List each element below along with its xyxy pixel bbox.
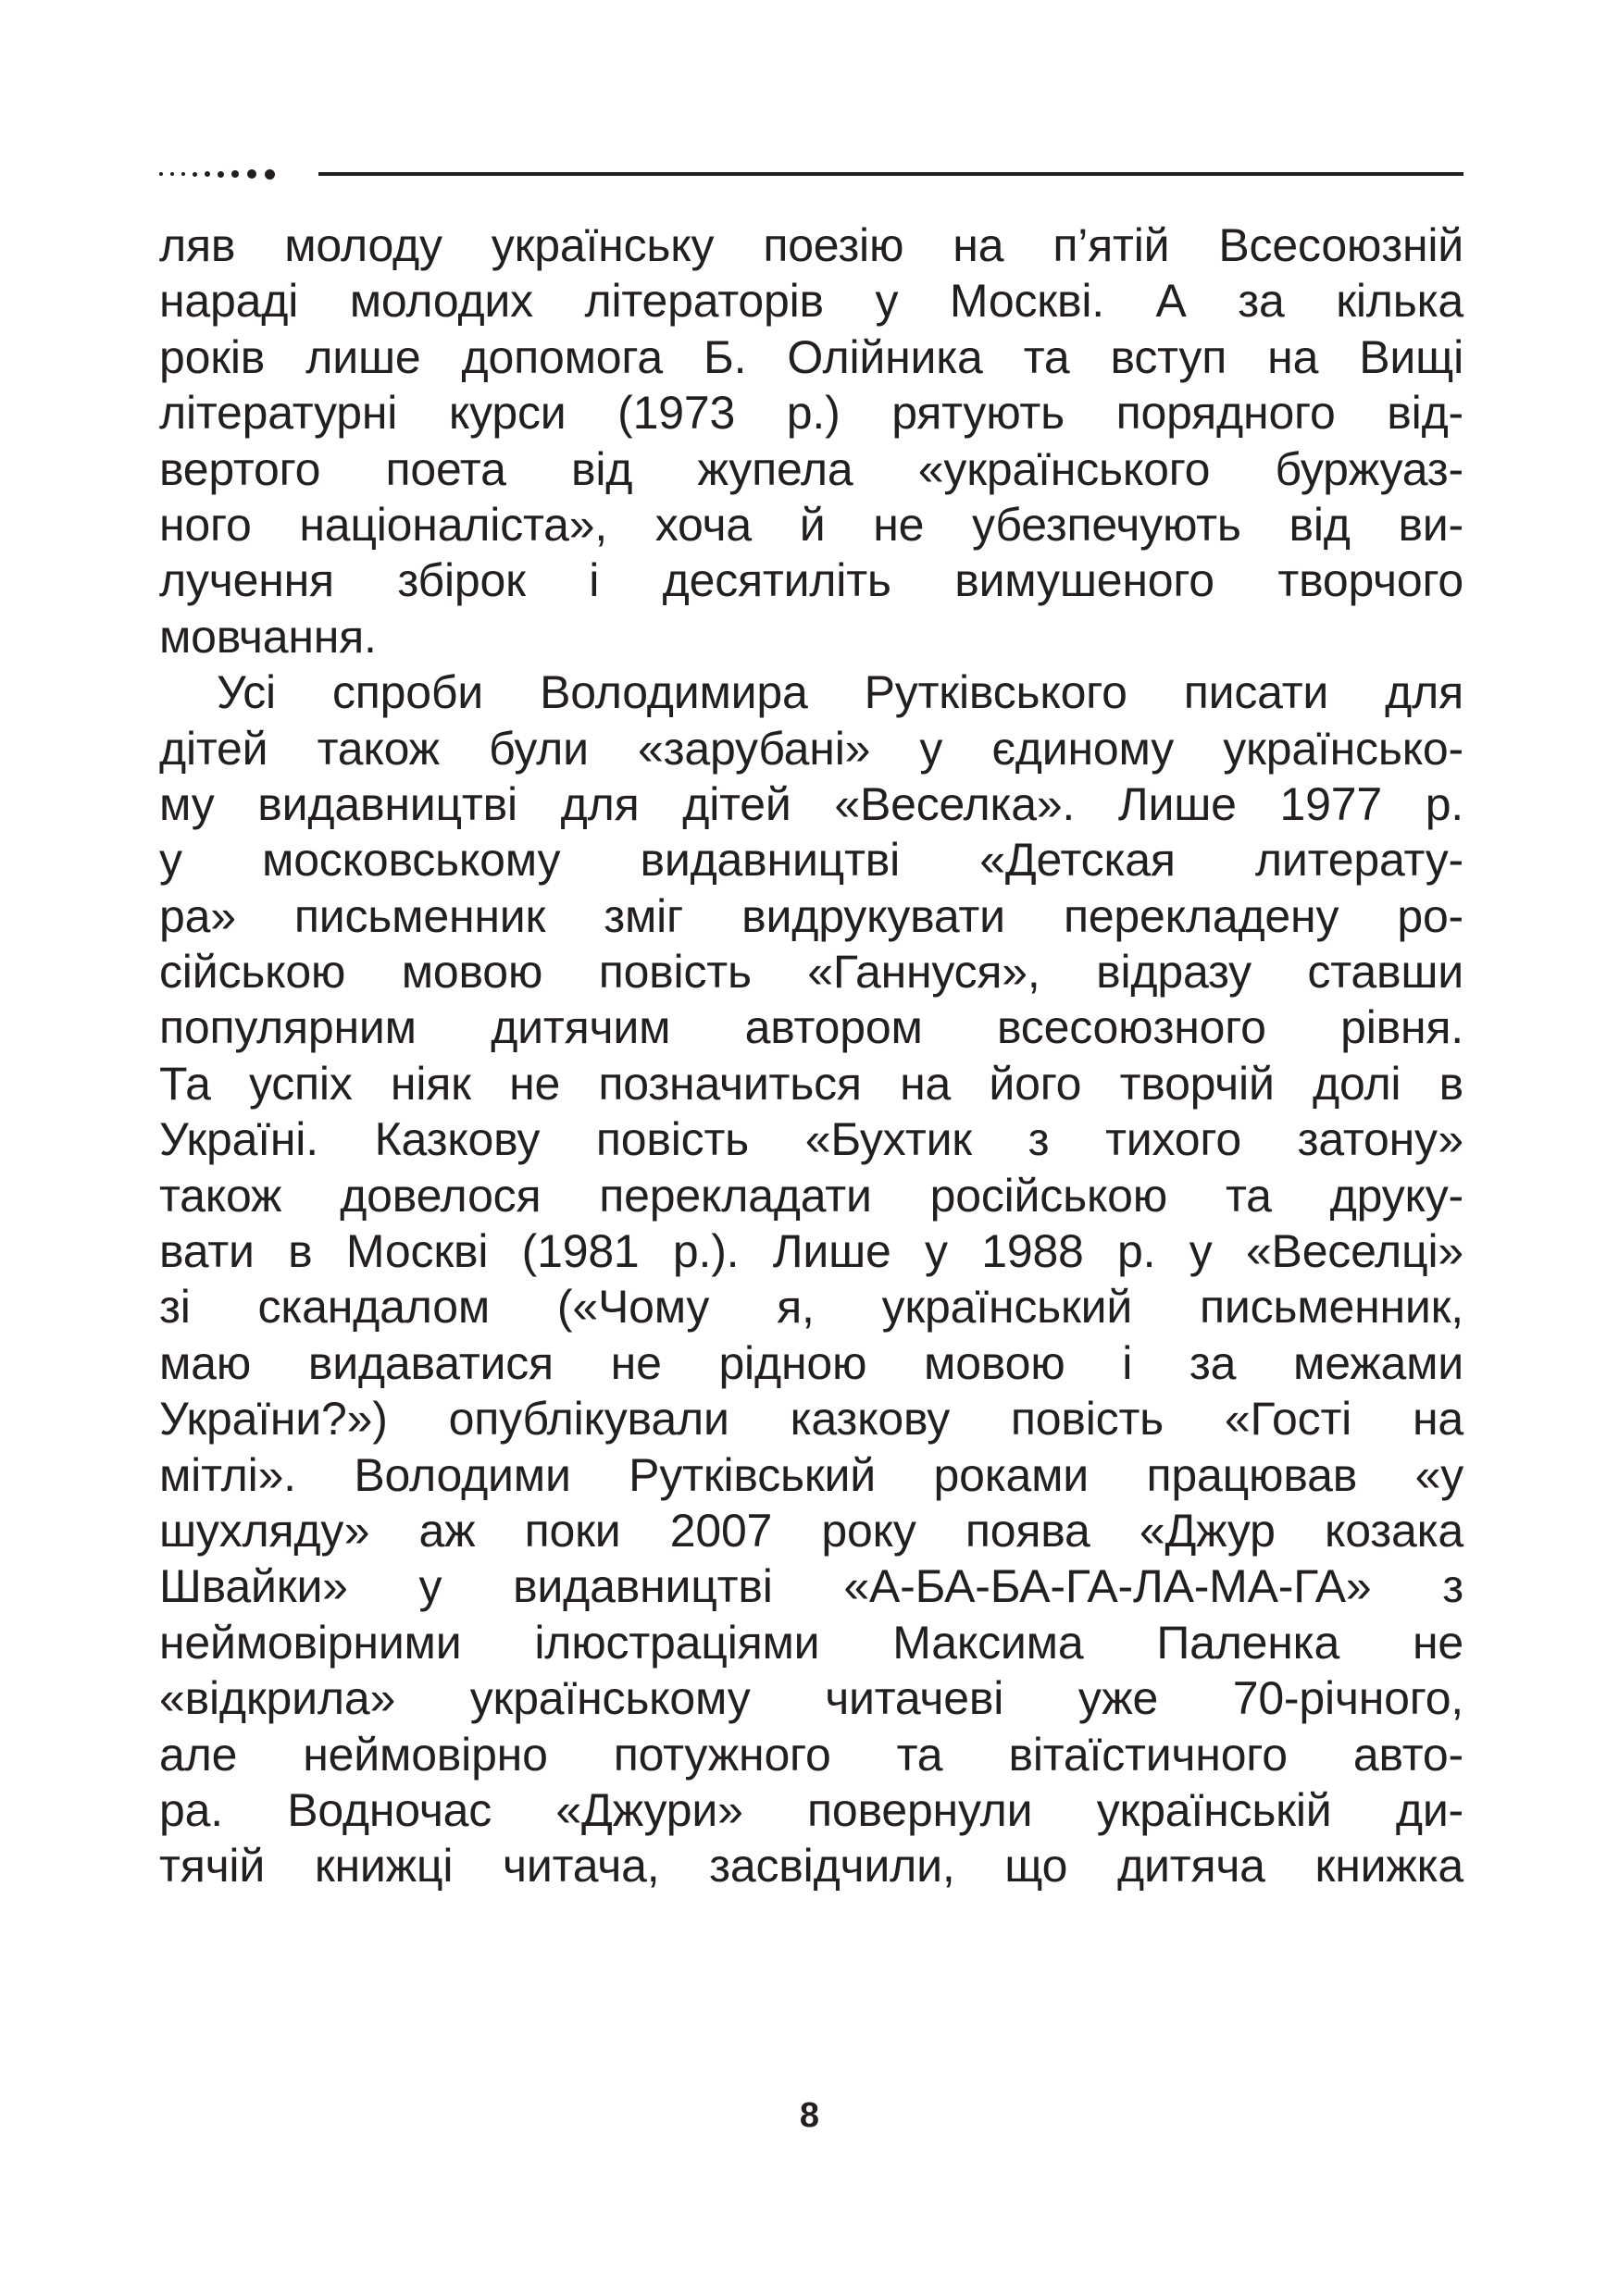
text-line: Та успіх ніяк не позначиться на його творчій долі в — [159, 1057, 1463, 1110]
text-line: ра. Водночас «Джури» повернули українській ди- — [159, 1783, 1463, 1836]
text-line: вати в Москві (1981 р.). Лише у 1988 р. у «Веселці» — [159, 1225, 1463, 1278]
dot — [247, 169, 256, 179]
text-line: України?») опублікували казкову повість «Гості на — [159, 1393, 1463, 1446]
dot — [159, 172, 163, 176]
dot — [231, 170, 239, 178]
text-line: шухляду» аж поки 2007 року поява «Джур козака — [159, 1504, 1463, 1557]
text-line: нараді молодих літераторів у Москві. А за кілька — [159, 275, 1463, 328]
text-line: але неймовірно потужного та вітаїстичного авто- — [159, 1728, 1463, 1781]
text-line: мітлі». Володими Рутківський роками працював «у — [159, 1448, 1463, 1501]
text-line: ного націоналіста», хоча й не убезпечують від ви- — [159, 498, 1463, 551]
dot — [193, 172, 197, 177]
text-line: мовчання. — [159, 610, 377, 663]
text-line: «відкрила» українському читачеві уже 70-річного, — [159, 1672, 1463, 1725]
text-line: років лише допомога Б. Олійника та вступ на Вищі — [159, 330, 1463, 383]
text-line: лучення збірок і десятиліть вимушеного творчого — [159, 554, 1463, 607]
text-line: Усі спроби Володимира Рутківського писати для — [217, 666, 1463, 719]
page-number: 8 — [799, 2096, 820, 2135]
text-line: літературні курси (1973 р.) рятують порядного від- — [159, 387, 1463, 440]
text-line: сійською мовою повість «Ганнуся», відразу ставши — [159, 946, 1463, 999]
text-line: ра» письменник зміг видрукувати перекладену ро- — [159, 889, 1463, 942]
dot — [170, 172, 174, 176]
header-line — [318, 172, 1463, 176]
text-line: му видавництві для дітей «Веселка». Лише 1977 р. — [159, 777, 1463, 830]
dot — [265, 169, 275, 180]
text-line: ляв молоду українську поезію на п’ятій Всесоюзній — [159, 219, 1463, 271]
text-line: маю видаватися не рідною мовою і за межами — [159, 1336, 1463, 1389]
header-decoration — [159, 163, 1463, 185]
body-text — [159, 217, 1463, 1894]
text-line: популярним дитячим автором всесоюзного рівня. — [159, 1001, 1463, 1054]
text-line: зі скандалом («Чому я, український письменник, — [159, 1281, 1463, 1334]
dot — [205, 171, 210, 177]
text-line: дітей також були «зарубані» у єдиному українсько- — [159, 722, 1463, 775]
text-line: неймовірними ілюстраціями Максима Паленка не — [159, 1616, 1463, 1669]
text-line: тячій книжці читача, засвідчили, що дитяча книжка — [159, 1840, 1463, 1893]
text-line: також довелося перекладати російською та друку- — [159, 1169, 1463, 1222]
text-line: вертого поета від жупела «українського буржуаз- — [159, 442, 1463, 495]
dot — [218, 171, 224, 178]
dot — [181, 172, 185, 176]
text-line: Швайки» у видавництві «А-БА-БА-ГА-ЛА-МА-ГА» з — [159, 1560, 1463, 1613]
text-line: у московському видавництві «Детская литерату- — [159, 834, 1463, 887]
text-line: Україні. Казкову повість «Бухтик з тихого затону» — [159, 1113, 1463, 1166]
